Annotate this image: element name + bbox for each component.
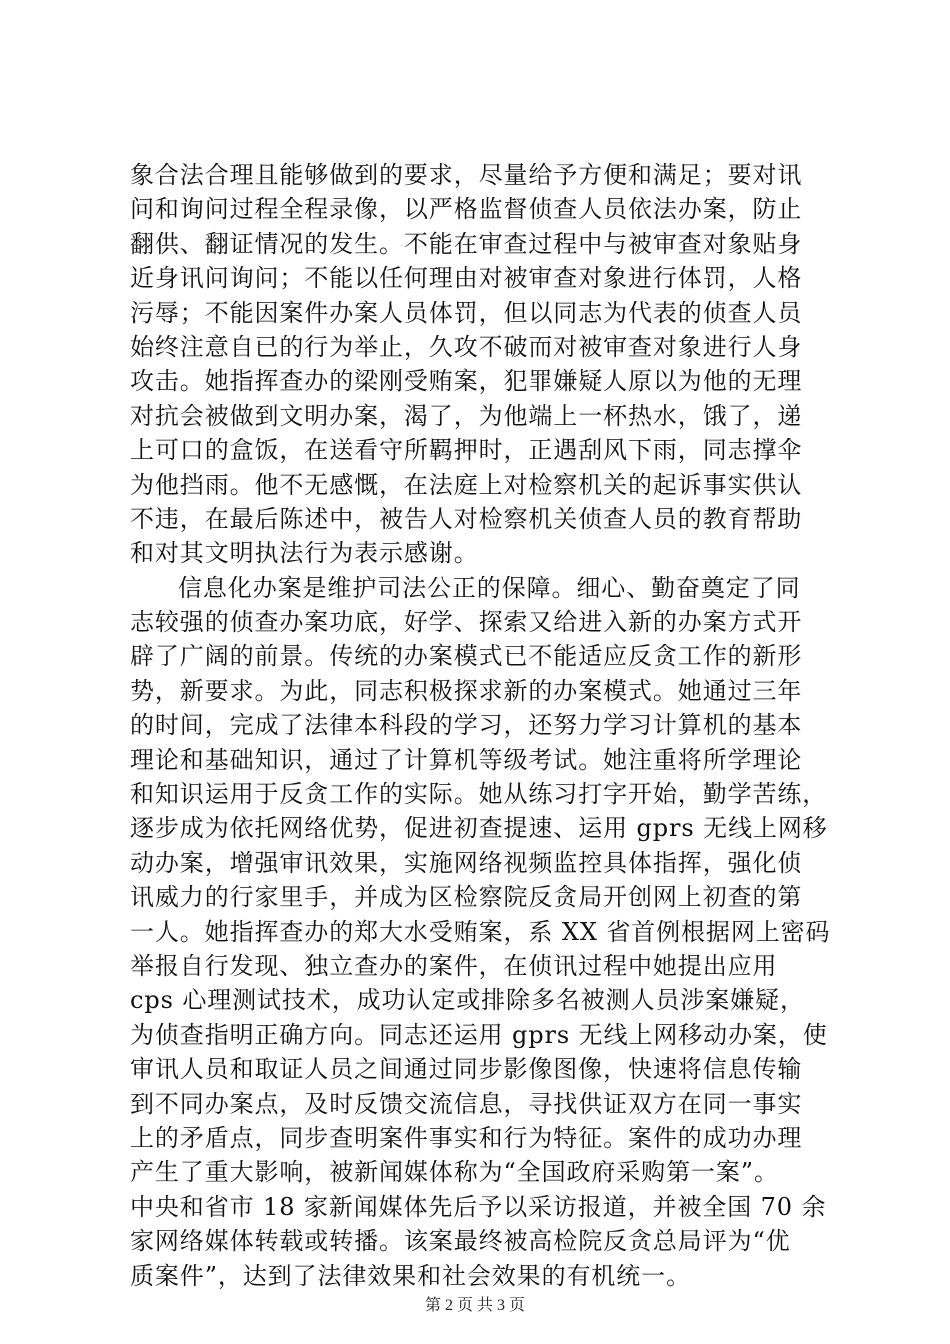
text-line: 产生了重大影响，被新闻媒体称为“全国政府采购第一案”。 [130, 1158, 779, 1187]
text-line: 逐步成为依托网络优势，促进初查提速、运用 gprs 无线上网移 [130, 814, 828, 843]
text-line: 志较强的侦查办案功底，好学、探索又给进入新的办案方式开 [130, 608, 803, 637]
paragraph [130, 571, 830, 1293]
text-line: 势，新要求。为此，同志积极探求新的办案模式。她通过三年 [130, 676, 803, 705]
text-line: 不违，在最后陈述中，被告人对检察机关侦查人员的教育帮助 [130, 504, 803, 533]
text-line: 为他挡雨。他不无感慨，在法庭上对检察机关的起诉事实供认 [130, 470, 803, 499]
text-line: 攻击。她指挥查办的梁刚受贿案，犯罪嫌疑人原以为他的无理 [130, 367, 803, 396]
document-body [130, 158, 830, 1293]
text-line: 近身讯问询问；不能以任何理由对被审查对象进行体罚，人格 [130, 264, 803, 293]
text-line: 污辱；不能因案件办案人员体罚，但以同志为代表的侦查人员 [130, 298, 803, 327]
text-line: 中央和省市 18 家新闻媒体先后予以采访报道，并被全国 70 余 [130, 1192, 827, 1221]
text-line: 和对其文明执法行为表示感谢。 [130, 539, 479, 568]
text-line: 一人。她指挥查办的郑大水受贿案，系 XX 省首例根据网上密码 [130, 917, 831, 946]
text-line: 理论和基础知识，通过了计算机等级考试。她注重将所学理论 [130, 745, 803, 774]
text-line: cps 心理测试技术，成功认定或排除多名被测人员涉案嫌疑， [130, 986, 805, 1015]
text-line: 为侦查指明正确方向。同志还运用 gprs 无线上网移动办案，使 [130, 1020, 828, 1049]
text-line: 问和询问过程全程录像，以严格监督侦查人员依法办案，防止 [130, 195, 803, 224]
text-line: 翻供、翻证情况的发生。不能在审查过程中与被审查对象贴身 [130, 229, 803, 258]
text-line: 上的矛盾点，同步查明案件事实和行为特征。案件的成功办理 [130, 1123, 803, 1152]
text-line: 象合法合理且能够做到的要求，尽量给予方便和满足；要对讯 [130, 161, 803, 189]
text-line: 动办案，增强审讯效果，实施网络视频监控具体指挥，强化侦 [130, 848, 803, 877]
page-footer: 第 2 页 共 3 页 [424, 1297, 525, 1314]
text-line: 质案件”，达到了法律效果和社会效果的有机统一。 [130, 1261, 691, 1290]
text-line: 信息化办案是维护司法公正的保障。细心、勤奋奠定了同 [178, 573, 801, 602]
text-line: 讯威力的行家里手，并成为区检察院反贪局开创网上初查的第 [130, 883, 803, 912]
text-line: 辟了广阔的前景。传统的办案模式已不能适应反贪工作的新形 [130, 642, 803, 671]
text-line: 举报自行发现、独立查办的案件，在侦讯过程中她提出应用 [130, 951, 778, 980]
text-line: 到不同办案点，及时反馈交流信息，寻找供证双方在同一事实 [130, 1089, 803, 1118]
text-line: 家网络媒体转载或转播。该案最终被高检院反贪总局评为“优 [130, 1227, 791, 1256]
text-line: 上可口的盒饭，在送看守所羁押时，正遇刮风下雨，同志撑伞 [130, 436, 803, 465]
text-line: 对抗会被做到文明办案，渴了，为他端上一杯热水，饿了，递 [130, 401, 803, 430]
text-line: 和知识运用于反贪工作的实际。她从练习打字开始，勤学苦练， [130, 780, 828, 809]
text-line: 审讯人员和取证人员之间通过同步影像图像，快速将信息传输 [130, 1055, 803, 1084]
paragraph [130, 158, 830, 571]
text-line: 的时间，完成了法律本科段的学习，还努力学习计算机的基本 [130, 711, 803, 740]
text-line: 始终注意自已的行为举止，久攻不破而对被审查对象进行人身 [130, 332, 803, 361]
